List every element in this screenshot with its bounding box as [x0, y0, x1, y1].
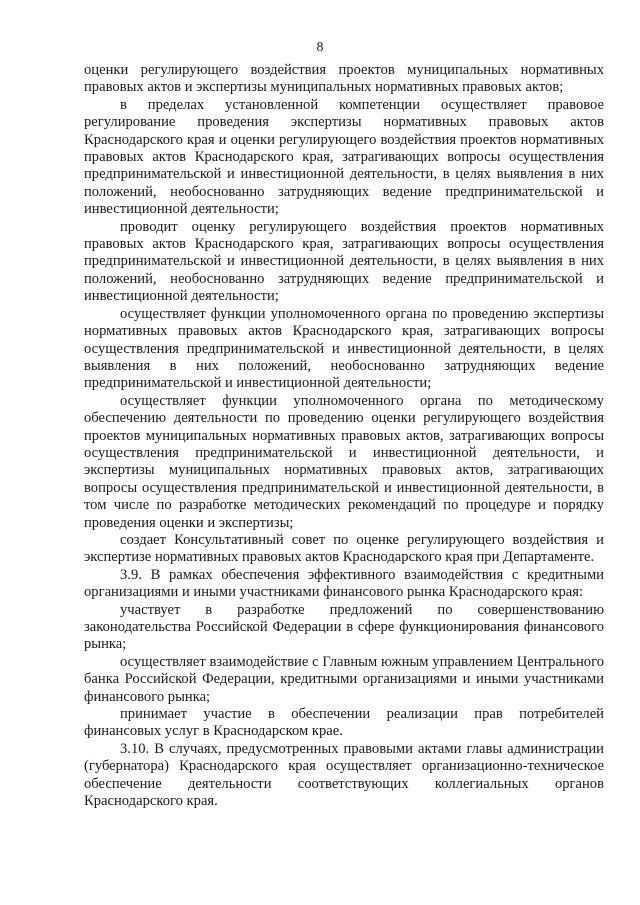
paragraph: в пределах установленной компетенции осуществляет правовое регулирование проведения экспертизы нормативных правовых актов Краснодарского края и оценки регулирующего воздействия проектов нормативных правовых актов Краснодарского края, затрагивающих вопросы осуществления предпринимательской и инвестиционной деятельности, в целях выявления в них положений, необоснованно затрудняющих ведение предпринимательской и инвестиционной деятельности;	[84, 96, 604, 218]
section-3-9-heading: 3.9. В рамках обеспечения эффективного взаимодействия с кредитными организациями и иными участниками финансового рынка Краснодарского края:	[84, 566, 604, 601]
paragraph: осуществляет взаимодействие с Главным южным управлением Центрального банка Российской Федерации, кредитными организациями и иными участниками финансового рынка;	[84, 653, 604, 705]
paragraph: осуществляет функции уполномоченного органа по проведению экспертизы нормативных правовых актов Краснодарского края, затрагивающих вопросы осуществления предпринимательской и инвестиционной деятельности, в целях выявления в них положений, необоснованно затрудняющих ведение предпринимательской и инвестиционной деятельности;	[84, 305, 604, 392]
paragraph: принимает участие в обеспечении реализации прав потребителей финансовых услуг в Краснодарском крае.	[84, 706, 604, 740]
document-body	[84, 62, 604, 810]
paragraph: участвует в разработке предложений по совершенствованию законодательства Российской Федерации в сфере функционирования финансового рынка;	[84, 601, 604, 653]
paragraph: осуществляет функции уполномоченного органа по методическому обеспечению деятельности по проведению оценки регулирующего воздействия проектов муниципальных нормативных правовых актов, затрагивающих вопросы осуществления предпринимательской и инвестиционной деятельности, и экспертизы муниципальных нормативных правовых актов, затрагивающих вопросы осуществления предпринимательской и инвестиционной деятельности, в том числе по разработке методических рекомендаций по процедуре и порядку проведения оценки и экспертизы;	[84, 392, 604, 531]
paragraph: проводит оценку регулирующего воздействия проектов нормативных правовых актов Краснодарского края, затрагивающих вопросы осуществления предпринимательской и инвестиционной деятельности, в целях выявления в них положений, необоснованно затрудняющих ведение предпринимательской и инвестиционной деятельности;	[84, 218, 604, 305]
paragraph-continuation: оценки регулирующего воздействия проектов муниципальных нормативных правовых актов и экспертизы муниципальных нормативных правовых актов;	[84, 62, 604, 96]
paragraph: создает Консультативный совет по оценке регулирующего воздействия и экспертизе нормативных правовых актов Краснодарского края при Департаменте.	[84, 531, 604, 566]
page-number: 8	[316, 40, 324, 55]
section-3-10: 3.10. В случаях, предусмотренных правовыми актами главы администрации (губернатора) Краснодарского края осуществляет организационно-техническое обеспечение деятельности соответствующих коллегиальных органов Краснодарского края.	[84, 740, 604, 810]
